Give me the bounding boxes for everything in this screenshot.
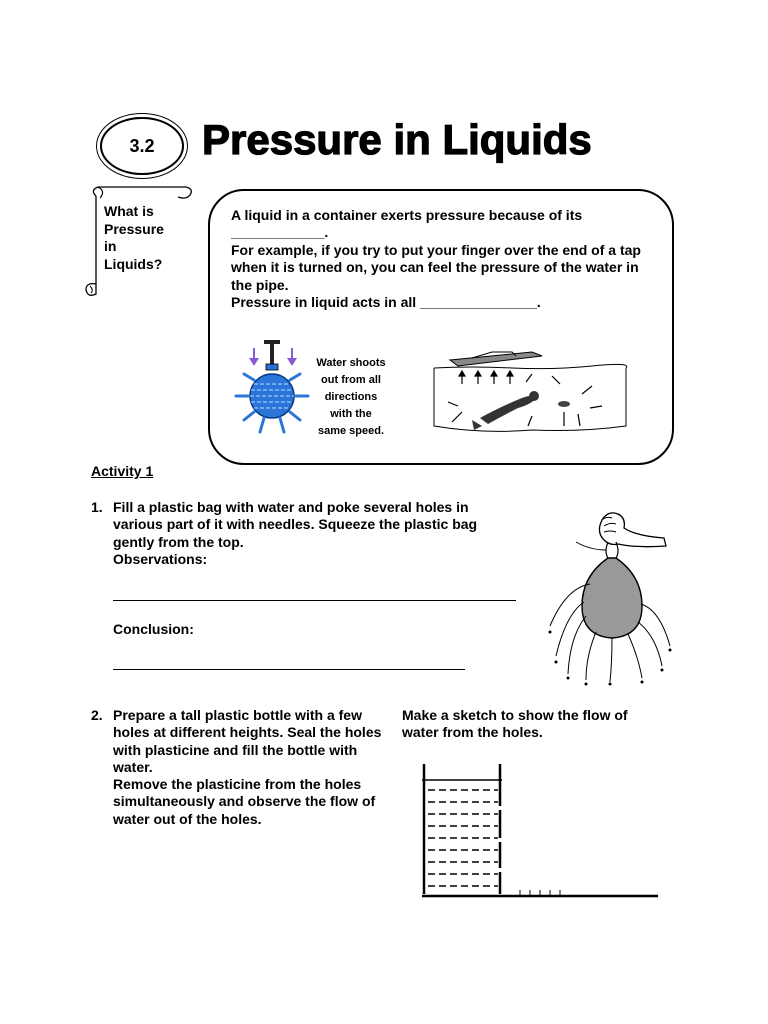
section-number: 3.2	[129, 135, 155, 156]
conclusion-label: Conclusion:	[113, 621, 194, 637]
scroll-question	[104, 203, 176, 273]
water-sphere-figure	[232, 336, 312, 436]
page-title: Pressure in Liquids	[202, 116, 592, 163]
conclusion-answer-line[interactable]	[113, 669, 465, 670]
intro-text	[231, 207, 651, 311]
caption-line: directions	[324, 391, 378, 403]
intro-line-1: A liquid in a container exerts pressure because of its	[231, 207, 583, 223]
sketch-prompt: Make a sketch to show the flow of water from the holes.	[402, 707, 628, 741]
observations-answer-line[interactable]	[113, 600, 516, 601]
caption-line: with the	[330, 408, 372, 420]
item-2-text: Prepare a tall plastic bottle with a few holes at different heights. Seal the holes with plasticine and fill the bottle with water.	[113, 707, 382, 776]
bottle-with-holes-figure	[418, 762, 662, 904]
intro-example: For example, if you try to put your finger over the end of a tap when it is turned on, you can feel the pressure of the water in the pipe.	[231, 241, 641, 293]
scroll-line: Liquids?	[104, 255, 163, 272]
intro-directions: Pressure in liquid acts in all _______________.	[231, 294, 541, 311]
observations-label: Observations:	[113, 551, 208, 567]
item-1-number: 1.	[91, 499, 103, 515]
item-2-number: 2.	[91, 707, 103, 723]
activity-heading: Activity 1	[91, 463, 154, 479]
caption-line: out from all	[321, 374, 381, 386]
scroll-line: What is	[104, 203, 154, 219]
item-1-text: Fill a plastic bag with water and poke several holes in various part of it with needles. Squeeze the plastic bag gently from the top.	[113, 499, 478, 550]
section-number-badge	[100, 117, 184, 175]
caption-line: Water shoots	[316, 357, 386, 369]
diver-underwater-figure	[432, 346, 628, 438]
figure-caption	[308, 355, 394, 440]
item-2-text-continued: Remove the plasticine from the holes simultaneously and observe the flow of water out of the holes.	[113, 776, 376, 827]
scroll-line: Pressure	[104, 220, 164, 237]
scroll-line: in	[104, 238, 117, 254]
squeezed-water-bag-figure	[546, 506, 676, 686]
intro-blank-1: ____________.	[231, 224, 329, 241]
caption-line: same speed.	[317, 425, 385, 437]
